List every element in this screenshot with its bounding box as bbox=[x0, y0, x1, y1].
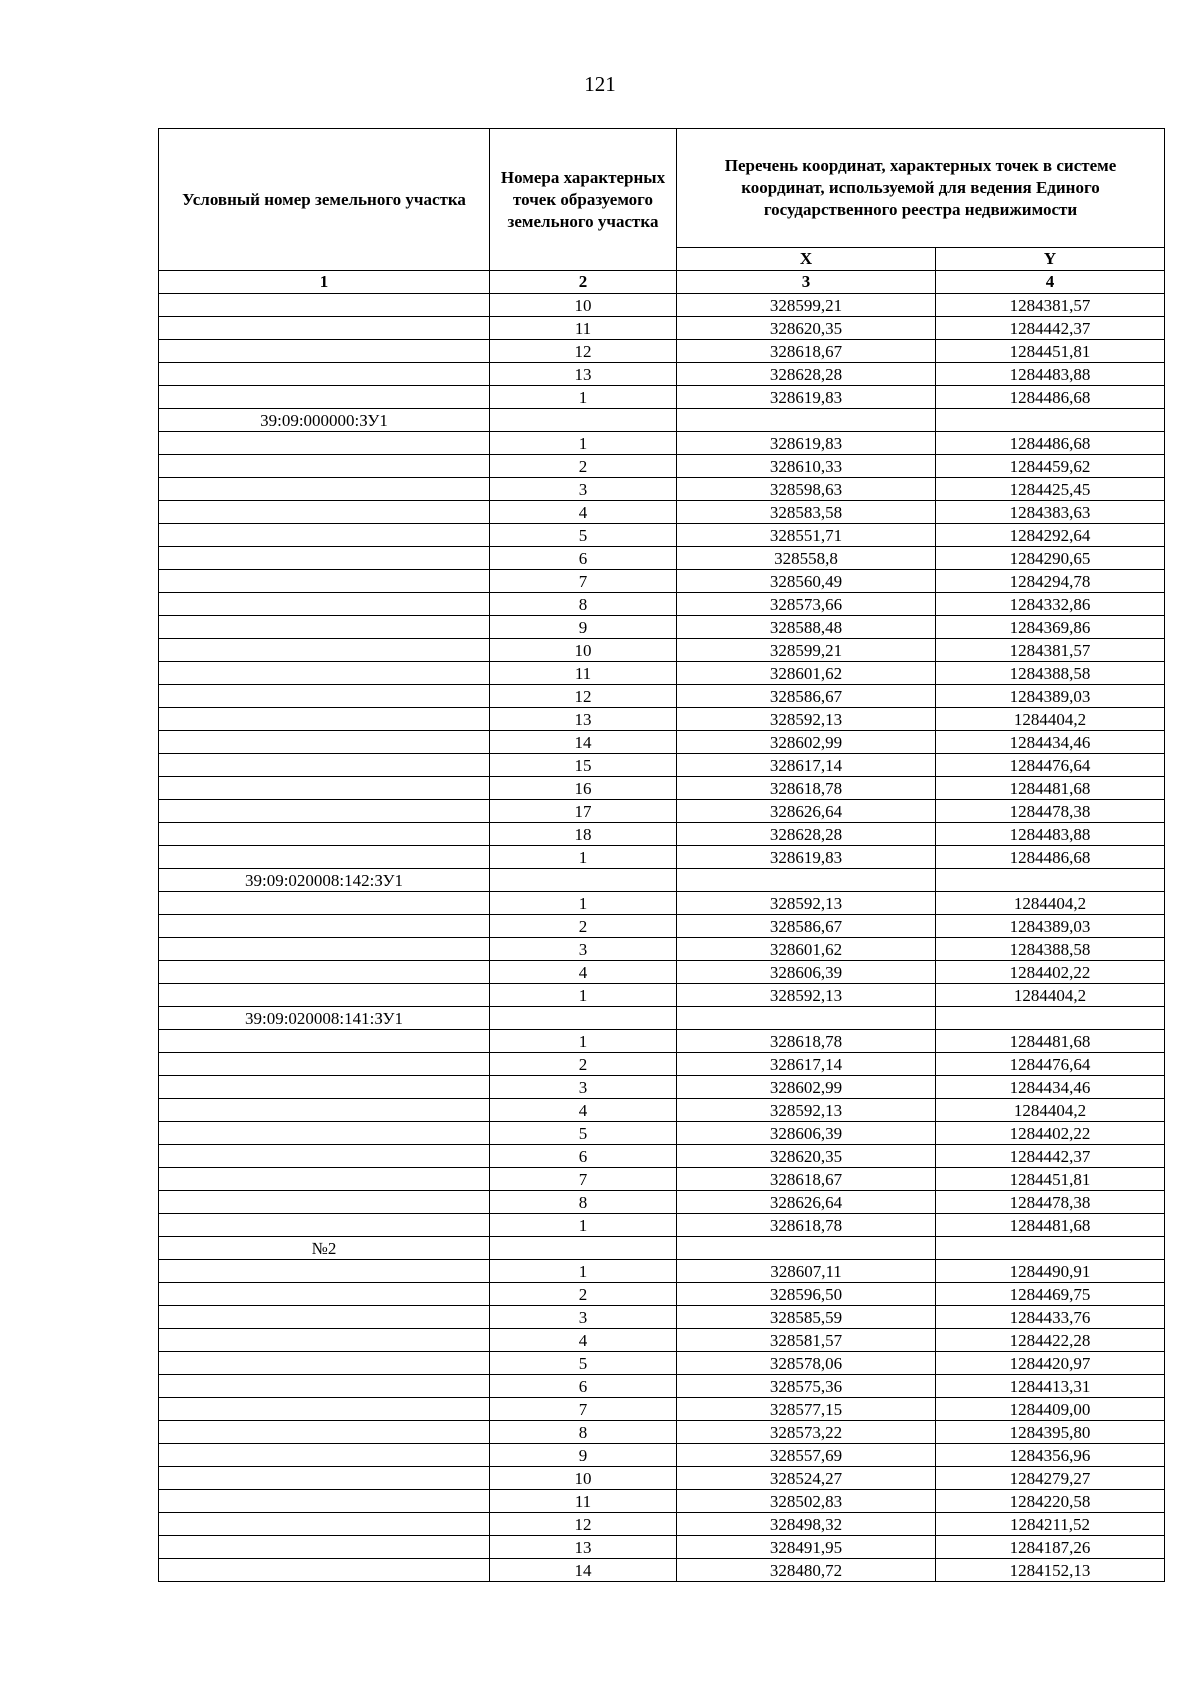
cell-y: 1284388,58 bbox=[936, 662, 1165, 685]
cell-x bbox=[677, 1007, 936, 1030]
table-row bbox=[159, 1329, 1165, 1352]
cell-x: 328491,95 bbox=[677, 1536, 936, 1559]
table-row bbox=[159, 340, 1165, 363]
cell-x: 328524,27 bbox=[677, 1467, 936, 1490]
cell-x: 328626,64 bbox=[677, 1191, 936, 1214]
cell-x: 328602,99 bbox=[677, 731, 936, 754]
cell-parcel-number bbox=[159, 984, 490, 1007]
cell-point-number: 7 bbox=[490, 1168, 677, 1191]
table-row bbox=[159, 731, 1165, 754]
header-x: X bbox=[677, 248, 936, 271]
cell-y: 1284152,13 bbox=[936, 1559, 1165, 1582]
cell-parcel-number bbox=[159, 1145, 490, 1168]
cell-x: 328628,28 bbox=[677, 823, 936, 846]
table-row bbox=[159, 1030, 1165, 1053]
cell-x: 328620,35 bbox=[677, 317, 936, 340]
cell-point-number: 11 bbox=[490, 662, 677, 685]
cell-parcel-number bbox=[159, 455, 490, 478]
cell-point-number bbox=[490, 1007, 677, 1030]
cell-point-number: 5 bbox=[490, 524, 677, 547]
cell-y bbox=[936, 1007, 1165, 1030]
cell-y: 1284369,86 bbox=[936, 616, 1165, 639]
table-row bbox=[159, 1076, 1165, 1099]
cell-x: 328480,72 bbox=[677, 1559, 936, 1582]
cell-point-number: 10 bbox=[490, 294, 677, 317]
cell-y: 1284451,81 bbox=[936, 1168, 1165, 1191]
cell-y: 1284478,38 bbox=[936, 1191, 1165, 1214]
table-row bbox=[159, 409, 1165, 432]
cell-point-number: 7 bbox=[490, 1398, 677, 1421]
table-row bbox=[159, 1145, 1165, 1168]
cell-x: 328626,64 bbox=[677, 800, 936, 823]
cell-point-number bbox=[490, 409, 677, 432]
cell-y: 1284389,03 bbox=[936, 915, 1165, 938]
cell-point-number: 16 bbox=[490, 777, 677, 800]
cell-x: 328619,83 bbox=[677, 432, 936, 455]
table-row bbox=[159, 501, 1165, 524]
cell-x: 328610,33 bbox=[677, 455, 936, 478]
cell-parcel-number: 39:09:020008:141:ЗУ1 bbox=[159, 1007, 490, 1030]
cell-x: 328618,78 bbox=[677, 1214, 936, 1237]
cell-x: 328557,69 bbox=[677, 1444, 936, 1467]
column-number: 1 bbox=[159, 271, 490, 294]
cell-x: 328601,62 bbox=[677, 938, 936, 961]
cell-point-number: 12 bbox=[490, 1513, 677, 1536]
cell-parcel-number bbox=[159, 800, 490, 823]
table-row bbox=[159, 547, 1165, 570]
table-row bbox=[159, 1191, 1165, 1214]
table-row bbox=[159, 386, 1165, 409]
table-row bbox=[159, 639, 1165, 662]
cell-x: 328498,32 bbox=[677, 1513, 936, 1536]
table-row bbox=[159, 1099, 1165, 1122]
table-row bbox=[159, 1467, 1165, 1490]
cell-parcel-number bbox=[159, 1099, 490, 1122]
cell-point-number: 12 bbox=[490, 685, 677, 708]
cell-parcel-number bbox=[159, 1214, 490, 1237]
cell-parcel-number bbox=[159, 1329, 490, 1352]
cell-point-number: 8 bbox=[490, 593, 677, 616]
cell-parcel-number bbox=[159, 731, 490, 754]
cell-y: 1284404,2 bbox=[936, 1099, 1165, 1122]
cell-point-number: 10 bbox=[490, 639, 677, 662]
cell-y: 1284404,2 bbox=[936, 708, 1165, 731]
cell-parcel-number bbox=[159, 1398, 490, 1421]
table-header bbox=[159, 129, 1165, 294]
cell-x: 328618,78 bbox=[677, 777, 936, 800]
cell-x: 328592,13 bbox=[677, 892, 936, 915]
cell-x: 328620,35 bbox=[677, 1145, 936, 1168]
cell-y: 1284442,37 bbox=[936, 1145, 1165, 1168]
cell-y: 1284413,31 bbox=[936, 1375, 1165, 1398]
cell-parcel-number bbox=[159, 823, 490, 846]
cell-y: 1284292,64 bbox=[936, 524, 1165, 547]
table-row bbox=[159, 1214, 1165, 1237]
cell-y: 1284483,88 bbox=[936, 363, 1165, 386]
table-row bbox=[159, 1283, 1165, 1306]
cell-x: 328619,83 bbox=[677, 846, 936, 869]
cell-parcel-number bbox=[159, 478, 490, 501]
cell-point-number: 2 bbox=[490, 1283, 677, 1306]
cell-y: 1284478,38 bbox=[936, 800, 1165, 823]
cell-y: 1284459,62 bbox=[936, 455, 1165, 478]
table-row bbox=[159, 294, 1165, 317]
cell-y: 1284279,27 bbox=[936, 1467, 1165, 1490]
cell-parcel-number bbox=[159, 570, 490, 593]
cell-point-number: 15 bbox=[490, 754, 677, 777]
cell-y: 1284476,64 bbox=[936, 754, 1165, 777]
table-row bbox=[159, 777, 1165, 800]
cell-parcel-number bbox=[159, 616, 490, 639]
cell-x: 328586,67 bbox=[677, 915, 936, 938]
table-row bbox=[159, 478, 1165, 501]
cell-point-number bbox=[490, 1237, 677, 1260]
cell-x: 328560,49 bbox=[677, 570, 936, 593]
cell-y: 1284409,00 bbox=[936, 1398, 1165, 1421]
cell-parcel-number bbox=[159, 1559, 490, 1582]
cell-parcel-number bbox=[159, 1191, 490, 1214]
table-row bbox=[159, 1352, 1165, 1375]
cell-point-number: 1 bbox=[490, 846, 677, 869]
cell-parcel-number bbox=[159, 1260, 490, 1283]
cell-parcel-number bbox=[159, 1467, 490, 1490]
cell-x: 328558,8 bbox=[677, 547, 936, 570]
cell-point-number: 2 bbox=[490, 455, 677, 478]
cell-point-number: 13 bbox=[490, 1536, 677, 1559]
cell-point-number: 11 bbox=[490, 1490, 677, 1513]
cell-parcel-number bbox=[159, 386, 490, 409]
cell-x: 328606,39 bbox=[677, 961, 936, 984]
cell-y: 1284483,88 bbox=[936, 823, 1165, 846]
cell-y: 1284434,46 bbox=[936, 1076, 1165, 1099]
cell-y: 1284422,28 bbox=[936, 1329, 1165, 1352]
cell-point-number: 18 bbox=[490, 823, 677, 846]
cell-point-number: 10 bbox=[490, 1467, 677, 1490]
table-row bbox=[159, 1260, 1165, 1283]
cell-point-number: 3 bbox=[490, 1076, 677, 1099]
cell-y: 1284481,68 bbox=[936, 1030, 1165, 1053]
table-row bbox=[159, 1122, 1165, 1145]
cell-point-number: 8 bbox=[490, 1191, 677, 1214]
cell-y: 1284395,80 bbox=[936, 1421, 1165, 1444]
cell-y: 1284442,37 bbox=[936, 317, 1165, 340]
table-row bbox=[159, 616, 1165, 639]
table-row bbox=[159, 1237, 1165, 1260]
cell-point-number: 3 bbox=[490, 1306, 677, 1329]
column-number: 3 bbox=[677, 271, 936, 294]
cell-point-number: 13 bbox=[490, 708, 677, 731]
cell-point-number bbox=[490, 869, 677, 892]
cell-parcel-number bbox=[159, 938, 490, 961]
cell-y: 1284402,22 bbox=[936, 961, 1165, 984]
cell-x: 328502,83 bbox=[677, 1490, 936, 1513]
cell-x: 328575,36 bbox=[677, 1375, 936, 1398]
cell-point-number: 4 bbox=[490, 1329, 677, 1352]
cell-y bbox=[936, 409, 1165, 432]
cell-point-number: 14 bbox=[490, 1559, 677, 1582]
table-row bbox=[159, 662, 1165, 685]
table-row bbox=[159, 1007, 1165, 1030]
header-coordinates-list: Перечень координат, характерных точек в системе координат, используемой для ведения Единого государственного реестра недвижимости bbox=[677, 129, 1165, 248]
cell-parcel-number bbox=[159, 685, 490, 708]
cell-point-number: 4 bbox=[490, 1099, 677, 1122]
header-point-numbers: Номера характерных точек образуемого земельного участка bbox=[490, 129, 677, 271]
cell-x: 328577,15 bbox=[677, 1398, 936, 1421]
cell-parcel-number bbox=[159, 1444, 490, 1467]
cell-y: 1284187,26 bbox=[936, 1536, 1165, 1559]
cell-x bbox=[677, 409, 936, 432]
header-y: Y bbox=[936, 248, 1165, 271]
cell-x: 328599,21 bbox=[677, 294, 936, 317]
cell-x: 328598,63 bbox=[677, 478, 936, 501]
table-row bbox=[159, 1398, 1165, 1421]
table-row bbox=[159, 1444, 1165, 1467]
cell-point-number: 6 bbox=[490, 547, 677, 570]
cell-point-number: 4 bbox=[490, 501, 677, 524]
cell-point-number: 4 bbox=[490, 961, 677, 984]
cell-y: 1284486,68 bbox=[936, 432, 1165, 455]
cell-parcel-number bbox=[159, 547, 490, 570]
table-row bbox=[159, 317, 1165, 340]
cell-y: 1284389,03 bbox=[936, 685, 1165, 708]
cell-y: 1284211,52 bbox=[936, 1513, 1165, 1536]
table-row bbox=[159, 892, 1165, 915]
table-row bbox=[159, 1053, 1165, 1076]
cell-parcel-number bbox=[159, 1030, 490, 1053]
cell-x: 328573,22 bbox=[677, 1421, 936, 1444]
cell-x: 328617,14 bbox=[677, 1053, 936, 1076]
table-row bbox=[159, 984, 1165, 1007]
cell-parcel-number bbox=[159, 501, 490, 524]
cell-y: 1284434,46 bbox=[936, 731, 1165, 754]
cell-y: 1284476,64 bbox=[936, 1053, 1165, 1076]
cell-y: 1284404,2 bbox=[936, 892, 1165, 915]
cell-parcel-number: №2 bbox=[159, 1237, 490, 1260]
cell-point-number: 13 bbox=[490, 363, 677, 386]
cell-parcel-number bbox=[159, 340, 490, 363]
table-row bbox=[159, 823, 1165, 846]
cell-parcel-number bbox=[159, 846, 490, 869]
cell-point-number: 3 bbox=[490, 938, 677, 961]
cell-x: 328618,78 bbox=[677, 1030, 936, 1053]
coordinates-table bbox=[158, 128, 1165, 1582]
cell-y: 1284332,86 bbox=[936, 593, 1165, 616]
cell-parcel-number bbox=[159, 708, 490, 731]
table-row bbox=[159, 363, 1165, 386]
cell-y: 1284486,68 bbox=[936, 386, 1165, 409]
cell-y bbox=[936, 1237, 1165, 1260]
cell-parcel-number bbox=[159, 662, 490, 685]
cell-x: 328592,13 bbox=[677, 708, 936, 731]
cell-parcel-number bbox=[159, 593, 490, 616]
cell-y: 1284481,68 bbox=[936, 1214, 1165, 1237]
cell-x: 328592,13 bbox=[677, 1099, 936, 1122]
cell-point-number: 1 bbox=[490, 984, 677, 1007]
table-row bbox=[159, 1168, 1165, 1191]
table-row bbox=[159, 1536, 1165, 1559]
cell-y: 1284404,2 bbox=[936, 984, 1165, 1007]
table-row bbox=[159, 524, 1165, 547]
cell-parcel-number bbox=[159, 524, 490, 547]
cell-y: 1284294,78 bbox=[936, 570, 1165, 593]
table-row bbox=[159, 846, 1165, 869]
cell-parcel-number bbox=[159, 961, 490, 984]
cell-x: 328585,59 bbox=[677, 1306, 936, 1329]
cell-parcel-number bbox=[159, 1375, 490, 1398]
cell-x: 328551,71 bbox=[677, 524, 936, 547]
cell-point-number: 12 bbox=[490, 340, 677, 363]
table-row bbox=[159, 570, 1165, 593]
table-row bbox=[159, 754, 1165, 777]
cell-point-number: 1 bbox=[490, 1260, 677, 1283]
cell-x: 328601,62 bbox=[677, 662, 936, 685]
cell-x: 328602,99 bbox=[677, 1076, 936, 1099]
cell-point-number: 2 bbox=[490, 1053, 677, 1076]
cell-point-number: 9 bbox=[490, 1444, 677, 1467]
column-number: 4 bbox=[936, 271, 1165, 294]
cell-parcel-number bbox=[159, 1053, 490, 1076]
cell-y: 1284388,58 bbox=[936, 938, 1165, 961]
cell-point-number: 11 bbox=[490, 317, 677, 340]
cell-x: 328606,39 bbox=[677, 1122, 936, 1145]
cell-parcel-number bbox=[159, 777, 490, 800]
cell-y: 1284486,68 bbox=[936, 846, 1165, 869]
cell-parcel-number bbox=[159, 1352, 490, 1375]
header-parcel-number: Условный номер земельного участка bbox=[159, 129, 490, 271]
cell-parcel-number bbox=[159, 892, 490, 915]
cell-x: 328617,14 bbox=[677, 754, 936, 777]
cell-x: 328573,66 bbox=[677, 593, 936, 616]
cell-point-number: 6 bbox=[490, 1145, 677, 1168]
cell-parcel-number bbox=[159, 639, 490, 662]
cell-x: 328607,11 bbox=[677, 1260, 936, 1283]
cell-x: 328618,67 bbox=[677, 340, 936, 363]
cell-parcel-number bbox=[159, 1283, 490, 1306]
cell-point-number: 1 bbox=[490, 432, 677, 455]
cell-parcel-number bbox=[159, 1168, 490, 1191]
table-body bbox=[159, 294, 1165, 1582]
cell-parcel-number bbox=[159, 317, 490, 340]
cell-parcel-number bbox=[159, 432, 490, 455]
table-row bbox=[159, 1306, 1165, 1329]
cell-parcel-number bbox=[159, 1490, 490, 1513]
table-row bbox=[159, 1559, 1165, 1582]
cell-y bbox=[936, 869, 1165, 892]
cell-x bbox=[677, 869, 936, 892]
cell-parcel-number bbox=[159, 1421, 490, 1444]
cell-parcel-number bbox=[159, 1306, 490, 1329]
cell-x: 328628,28 bbox=[677, 363, 936, 386]
cell-y: 1284383,63 bbox=[936, 501, 1165, 524]
cell-point-number: 17 bbox=[490, 800, 677, 823]
cell-point-number: 1 bbox=[490, 1030, 677, 1053]
cell-y: 1284469,75 bbox=[936, 1283, 1165, 1306]
table-row bbox=[159, 455, 1165, 478]
cell-point-number: 1 bbox=[490, 386, 677, 409]
cell-point-number: 1 bbox=[490, 892, 677, 915]
cell-x: 328581,57 bbox=[677, 1329, 936, 1352]
cell-parcel-number bbox=[159, 1536, 490, 1559]
cell-x: 328586,67 bbox=[677, 685, 936, 708]
cell-y: 1284356,96 bbox=[936, 1444, 1165, 1467]
cell-y: 1284481,68 bbox=[936, 777, 1165, 800]
cell-parcel-number bbox=[159, 1122, 490, 1145]
cell-x bbox=[677, 1237, 936, 1260]
cell-y: 1284420,97 bbox=[936, 1352, 1165, 1375]
cell-x: 328592,13 bbox=[677, 984, 936, 1007]
cell-parcel-number bbox=[159, 363, 490, 386]
table-row bbox=[159, 1513, 1165, 1536]
table-row bbox=[159, 915, 1165, 938]
cell-point-number: 7 bbox=[490, 570, 677, 593]
cell-point-number: 2 bbox=[490, 915, 677, 938]
table-row bbox=[159, 1421, 1165, 1444]
cell-parcel-number bbox=[159, 915, 490, 938]
cell-parcel-number: 39:09:000000:ЗУ1 bbox=[159, 409, 490, 432]
table-row bbox=[159, 938, 1165, 961]
table-row bbox=[159, 1375, 1165, 1398]
cell-x: 328599,21 bbox=[677, 639, 936, 662]
cell-x: 328596,50 bbox=[677, 1283, 936, 1306]
cell-y: 1284425,45 bbox=[936, 478, 1165, 501]
cell-point-number: 8 bbox=[490, 1421, 677, 1444]
cell-parcel-number bbox=[159, 1076, 490, 1099]
table-row bbox=[159, 800, 1165, 823]
cell-y: 1284381,57 bbox=[936, 639, 1165, 662]
cell-x: 328618,67 bbox=[677, 1168, 936, 1191]
cell-x: 328588,48 bbox=[677, 616, 936, 639]
table-row bbox=[159, 593, 1165, 616]
table-row bbox=[159, 708, 1165, 731]
page-number: 121 bbox=[584, 72, 616, 96]
cell-parcel-number bbox=[159, 1513, 490, 1536]
table-row bbox=[159, 685, 1165, 708]
cell-x: 328619,83 bbox=[677, 386, 936, 409]
cell-parcel-number: 39:09:020008:142:ЗУ1 bbox=[159, 869, 490, 892]
cell-point-number: 5 bbox=[490, 1122, 677, 1145]
cell-y: 1284451,81 bbox=[936, 340, 1165, 363]
cell-point-number: 14 bbox=[490, 731, 677, 754]
table-row bbox=[159, 869, 1165, 892]
cell-y: 1284433,76 bbox=[936, 1306, 1165, 1329]
cell-point-number: 9 bbox=[490, 616, 677, 639]
cell-parcel-number bbox=[159, 754, 490, 777]
cell-x: 328583,58 bbox=[677, 501, 936, 524]
cell-y: 1284402,22 bbox=[936, 1122, 1165, 1145]
table-row bbox=[159, 432, 1165, 455]
cell-y: 1284381,57 bbox=[936, 294, 1165, 317]
table-row bbox=[159, 1490, 1165, 1513]
cell-point-number: 1 bbox=[490, 1214, 677, 1237]
cell-parcel-number bbox=[159, 294, 490, 317]
cell-x: 328578,06 bbox=[677, 1352, 936, 1375]
cell-point-number: 6 bbox=[490, 1375, 677, 1398]
cell-point-number: 3 bbox=[490, 478, 677, 501]
cell-point-number: 5 bbox=[490, 1352, 677, 1375]
cell-y: 1284220,58 bbox=[936, 1490, 1165, 1513]
cell-y: 1284490,91 bbox=[936, 1260, 1165, 1283]
cell-y: 1284290,65 bbox=[936, 547, 1165, 570]
column-number: 2 bbox=[490, 271, 677, 294]
table-row bbox=[159, 961, 1165, 984]
